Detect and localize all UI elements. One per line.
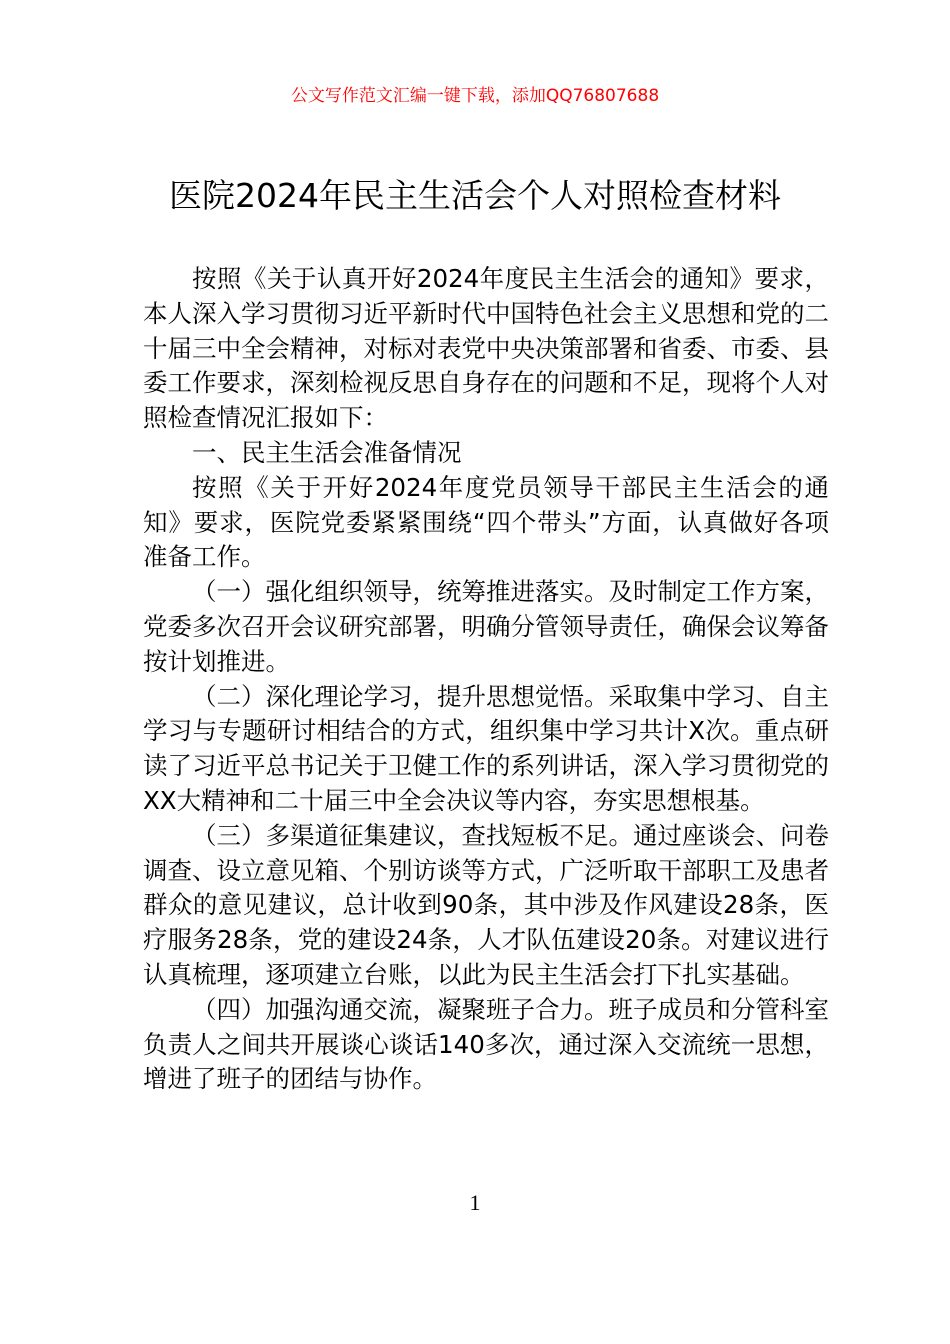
intro-paragraph: 按照《关于认真开好2024年度民主生活会的通知》要求，本人深入学习贯彻习近平新时代中国特色社会主义思想和党的二十届三中全会精神，对标对表党中央决策部署和省委、市委、县委工作要求，深刻检视反思自身存在的问题和不足，现将个人对照检查情况汇报如下： <box>143 264 829 433</box>
section-heading: 一、民主生活会准备情况 <box>192 437 462 467</box>
body-paragraph: （二）深化理论学习，提升思想觉悟。采取集中学习、自主学习与专题研讨相结合的方式，组织集中学习共计X次。重点研读了习近平总书记关于卫健工作的系列讲话，深入学习贯彻党的XX大精神和二十届三中全会决议等内容，夯实思想根基。 <box>143 681 829 815</box>
body-paragraph: （四）加强沟通交流，凝聚班子合力。班子成员和分管科室负责人之间共开展谈心谈话140多次，通过深入交流统一思想，增进了班子的团结与协作。 <box>143 994 829 1094</box>
page-number: 1 <box>469 1190 481 1215</box>
download-notice: 公文写作范文汇编一键下载，添加QQ76807688 <box>290 86 660 106</box>
body-paragraph: 按照《关于开好2024年度党员领导干部民主生活会的通知》要求，医院党委紧紧围绕“四个带头”方面，认真做好各项准备工作。 <box>143 472 829 572</box>
body-paragraph: （三）多渠道征集建议，查找短板不足。通过座谈会、问卷调查、设立意见箱、个别访谈等方式，广泛听取干部职工及患者群众的意见建议，总计收到90条，其中涉及作风建设28条，医疗服务28条，党的建设24条，人才队伍建设20条。对建议进行认真梳理，逐项建立台账，以此为民主生活会打下扎实基础。 <box>143 820 829 989</box>
document-title: 医院2024年民主生活会个人对照检查材料 <box>169 176 781 215</box>
document-body <box>143 262 829 1097</box>
body-paragraph: （一）强化组织领导，统筹推进落实。及时制定工作方案，党委多次召开会议研究部署，明确分管领导责任，确保会议筹备按计划推进。 <box>143 577 829 676</box>
